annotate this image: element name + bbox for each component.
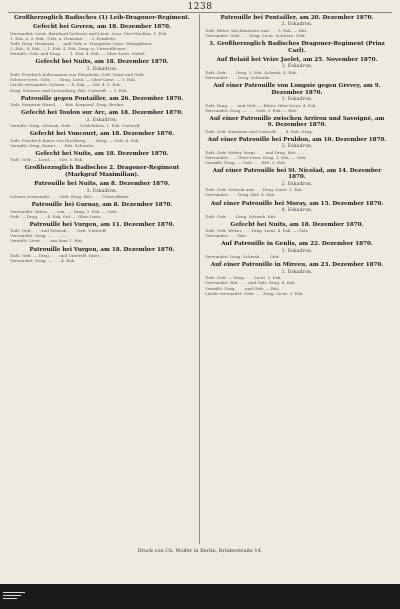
section-title: Auf einer Patrouille bei St. Nicolad, am 14. Dezember 1870. [212,167,382,181]
left-column [9,12,195,263]
section-subtitle: 1. Eskadron. [281,97,313,102]
casualty-entry: Todt: Drag. . . . und Gefr. — Ritter, Ober-Lieut. 4. Esk. [205,102,317,108]
casualty-entry: Leicht verwundet: Gefr. . . . Drag. Lieut. 3. Esk. [205,290,304,296]
section-title: Patrouille bei Vurgen, am 11. Dezember 1870. [29,221,175,228]
section-title: Auf einer Patrouille von Longuie gegen Grevey, am 9. Dezember 1870. [213,83,381,96]
casualty-entry: Verwundet: Drag. — . . . 4. Esk. [10,258,76,264]
casualty-entry: Vermißt: Drag. — Gefr. . . . Ritt. 3. Esk. [205,159,286,165]
casualty-entry: Todt: Gefr. . . . und Schwab, . . . Gefr. Unteroff. [10,228,107,234]
section [9,181,195,199]
casualty-entry: Leicht verwundet: Schwer — 4. Esk. — Gef. 4. 1. Esk. [10,82,122,88]
casualty-entry: Verwundet: . . . Ritt. [205,233,247,239]
casualty-entry: Verwundet: . . . Drag. Schwabe. [205,75,271,81]
section-subtitle: 2. Eskadron. [86,117,118,123]
casualty-entry: Todt: Gefr. — Drag. . . . und Unteroff. Vater, . . . [10,252,109,258]
section [204,168,390,198]
casualty-entry: Todt: Gefr. . . . Drag. 3. Esk. Schwab. 4. Esk. [205,70,298,75]
section-title: Gefecht bei Gevren, am 18. Dezember 1870. [32,24,172,31]
scan-border [0,584,400,609]
section-subtitle: 2. Eskadron. [281,269,313,275]
casualty-entry: Verwundet: Ritter, . . . von . . . Drag. 3. Esk. — Gefr. . . . [10,208,126,214]
casualty-entry: Todt: Gefr. Schwab und . . . Drag. Lieut. 1. Esk. [205,187,304,193]
section [9,15,195,21]
section-title: Auf einer Patrouille bei Pruldon, am 10. Dezember 1870. [207,136,387,143]
section-subtitle: 1. Eskadron. [281,248,313,254]
section-subtitle: 2. Eskadron. [281,181,313,187]
section [9,247,195,264]
section [9,110,195,128]
section-title: Großherzoglich Badisches (1) Leib-Dragoner-Regiment. [14,15,190,21]
section-title: Gefecht bei Nuits, am 18. Dezember 1870. [35,59,169,66]
casualty-entry: Schwer verwundet: . . . Gefr. Drag. Ritt. . . . Unteroffizier. [10,194,130,200]
casualty-entry: Todt: Friedrich Kaltenmann von Pforzheim, Gefr. Vater und Gefr. [10,72,145,78]
casualty-entry: Todt: Gefr. Weber, . . . Drag. Lieut. 4. Esk. — Gefr. [205,228,309,234]
section [204,137,390,165]
section [9,165,195,178]
section [204,201,390,219]
casualty-entry: Todt: Gefr. . . . Drag. Schwab. Ritt. [205,213,277,219]
casualty-entry: Todt: Friedrich Bauer von Hochberg, . . . Drag. — Gefr. 4. Esk. [10,137,140,143]
section [204,15,390,38]
casualty-entry: Todt: Gefr. — Drag. . . . Lieut. 1. Esk. [205,275,282,281]
section-title: Auf einer Patrouille zwischen Arriron und Savoigné, am 9. Dezember 1870. [209,115,385,129]
casualty-entry: Vermißt: Drag. Kaiser . . . Ritt. Schwabe. [10,142,95,148]
casualty-entry: Verwundet: Lieut. Bernhard (schwer) und Lieut. Lenz, Vice-Wachtm. 1. Esk. [10,30,168,36]
casualty-entry: Vermißt: Drag. . . . und Gefr. — Ritt. [205,285,280,291]
section [9,222,195,244]
column-divider [199,14,200,544]
casualty-entry: Verwundet: Ritt. . . . und Gefr. Drag. 4. Esk. [205,280,296,286]
section [9,24,195,56]
section-title: Patrouille gegen Pontailler, am 26. Dezember 1870. [20,95,184,102]
section [9,131,195,148]
casualty-entry: Schwer verw.: Gefr. . . . Drag. Lieut. — Ober-Lieut. — 3. Esk. [10,77,136,83]
casualty-entry: Todt: Gefr. Hermann und Unteroff. . . . 4. Esk. Drag. [205,128,313,134]
printer-footer: Druck von Ch. Wolfer in Berlin, Brüderstraße 14. [137,548,263,554]
section [9,151,195,163]
section [204,57,390,80]
casualty-entry: Vermißt: Lieut. . . . aus dem 1. Ritt. [10,238,84,244]
section-title: Gefecht bei Nuits, am 18. Dezember 1870. [35,150,169,157]
casualty-entry: Verwundet: . . . Ober-Lieut. Drag. 1. Esk. — Gefr. [205,154,307,160]
section-title: Auf einer Patrouille in Mireeu, am 23. Dezember 1870. [210,262,384,269]
casualty-entry: Todt: Sergeant Hirzel, . . . Ritt. Korporal. Drag. Brehm. [10,102,125,108]
section [9,202,195,219]
section-subtitle: 2. Eskadron. [281,22,313,28]
section [204,241,390,259]
casualty-entry: Todt: Ritter, Wachtmeister und . . . 3. Esk. — Ritt. [205,28,308,33]
casualty-entry: 2. Esk.; 4. Esk. — 1. Esk. 4. Esk. Drag. u. Unterofficiere. [10,46,127,52]
section-title: Patrouille bei Vurgen, am 18. Dezember 1870. [29,246,175,253]
casualty-entry: Todt: Gefr. — Lieut. . . . Gef. 3. Esk. [10,157,84,163]
section-title: Gefecht bei Voncourt, am 18. Dezember 1870. [29,131,175,138]
casualty-entry: Gefr. — Drag. . . . 4. Esk. Gef. — Ober-Lieut. [10,213,102,219]
section [204,41,390,54]
section-title: Gefecht bei Toulon sur Arc, am 18. Dezember 1870. [21,110,183,117]
section [204,116,390,134]
casualty-entry: Todt: Gefr. Weber, Sergt. . . . und Drag. Ritt. . . . [205,149,305,155]
casualty-entry: Vermißt: Drag. Schwab, Gefr. . . . Schlehdorn, 1. Esk. Unteroff. [10,123,141,129]
casualty-entry: Todt: Drag. Hermann . . . und Gefr. u. Trompeter Lieut. Weingärtner. [10,41,153,46]
section [204,222,390,239]
casualty-entry: Verwundet: Drag. Schwab. . . . Gefr. [205,254,280,260]
casualty-entry: Verwundet: Drag. — . . . Gefr. 3. Esk. — Ritt. [205,107,298,113]
section-title: Gefecht bei Nuits, am 18. Dezember 1870. [230,221,364,228]
section [9,96,195,108]
section [204,83,390,113]
section-title: Großherzoglich Badisches 2. Dragoner-Regiment (Markgraf Maximilian). [24,165,180,178]
section-subtitle: 3. Eskadron. [86,188,118,194]
section-title: Patrouille bei Nuits, am 8. Dezember 1870. [34,181,170,188]
section-subtitle: 3. Eskadron. [281,64,313,70]
right-column [204,12,390,296]
casualty-entry: Verwundet: Drag. — . . . — . . . [10,233,74,239]
scan-corner-mark [3,592,25,602]
casualty-entry: 1. Esk. u. 3. Esk., Gefr. u. Gemeine . . . 2. Estafette. [10,35,117,41]
section-title: Patrouille bei Pontailler, am 20. Dezember 1870. [220,15,374,21]
section-subtitle: 4. Eskadron. [281,207,313,213]
section-subtitle: 2. Eskadron. [281,144,313,150]
section-title: Auf Relaid bei Veize Jaelet, am 25. November 1870. [216,57,378,63]
section [204,262,390,295]
page-number: 1238 [187,2,213,12]
casualty-entry: Drag. Schwarz und Leutenberg, Ritt. Unteroff. — 3. Esk. [10,87,128,93]
section-title: Patrouille bei Gurnay, am 8. Dezember 1870. [31,202,173,209]
section-title: Auf einer Patrouille bei Moray, am 15. Dezember 1870. [210,200,384,207]
section-title: Auf Patrouille in Genlis, am 22. Dezember 1870. [221,241,373,248]
section [9,59,195,92]
section-subtitle: 2. Eskadron. [86,66,118,72]
section-title: 3. Großherzoglich Badisches Dragoner-Regiment (Prinz Carl). [209,41,385,54]
casualty-entry: Verwundet: Gefr. . . . Drag. Lieut. Schwerz. Gefr. [205,33,306,39]
casualty-entry: Verwundet: . . . Drag. Ritt. 4. Esk. [205,192,276,198]
casualty-entry: Vermißt: Gefr. und Drag. . . . 1. Esk. 4. Esk. — Ober-Lieut. Siebel. [10,51,146,57]
